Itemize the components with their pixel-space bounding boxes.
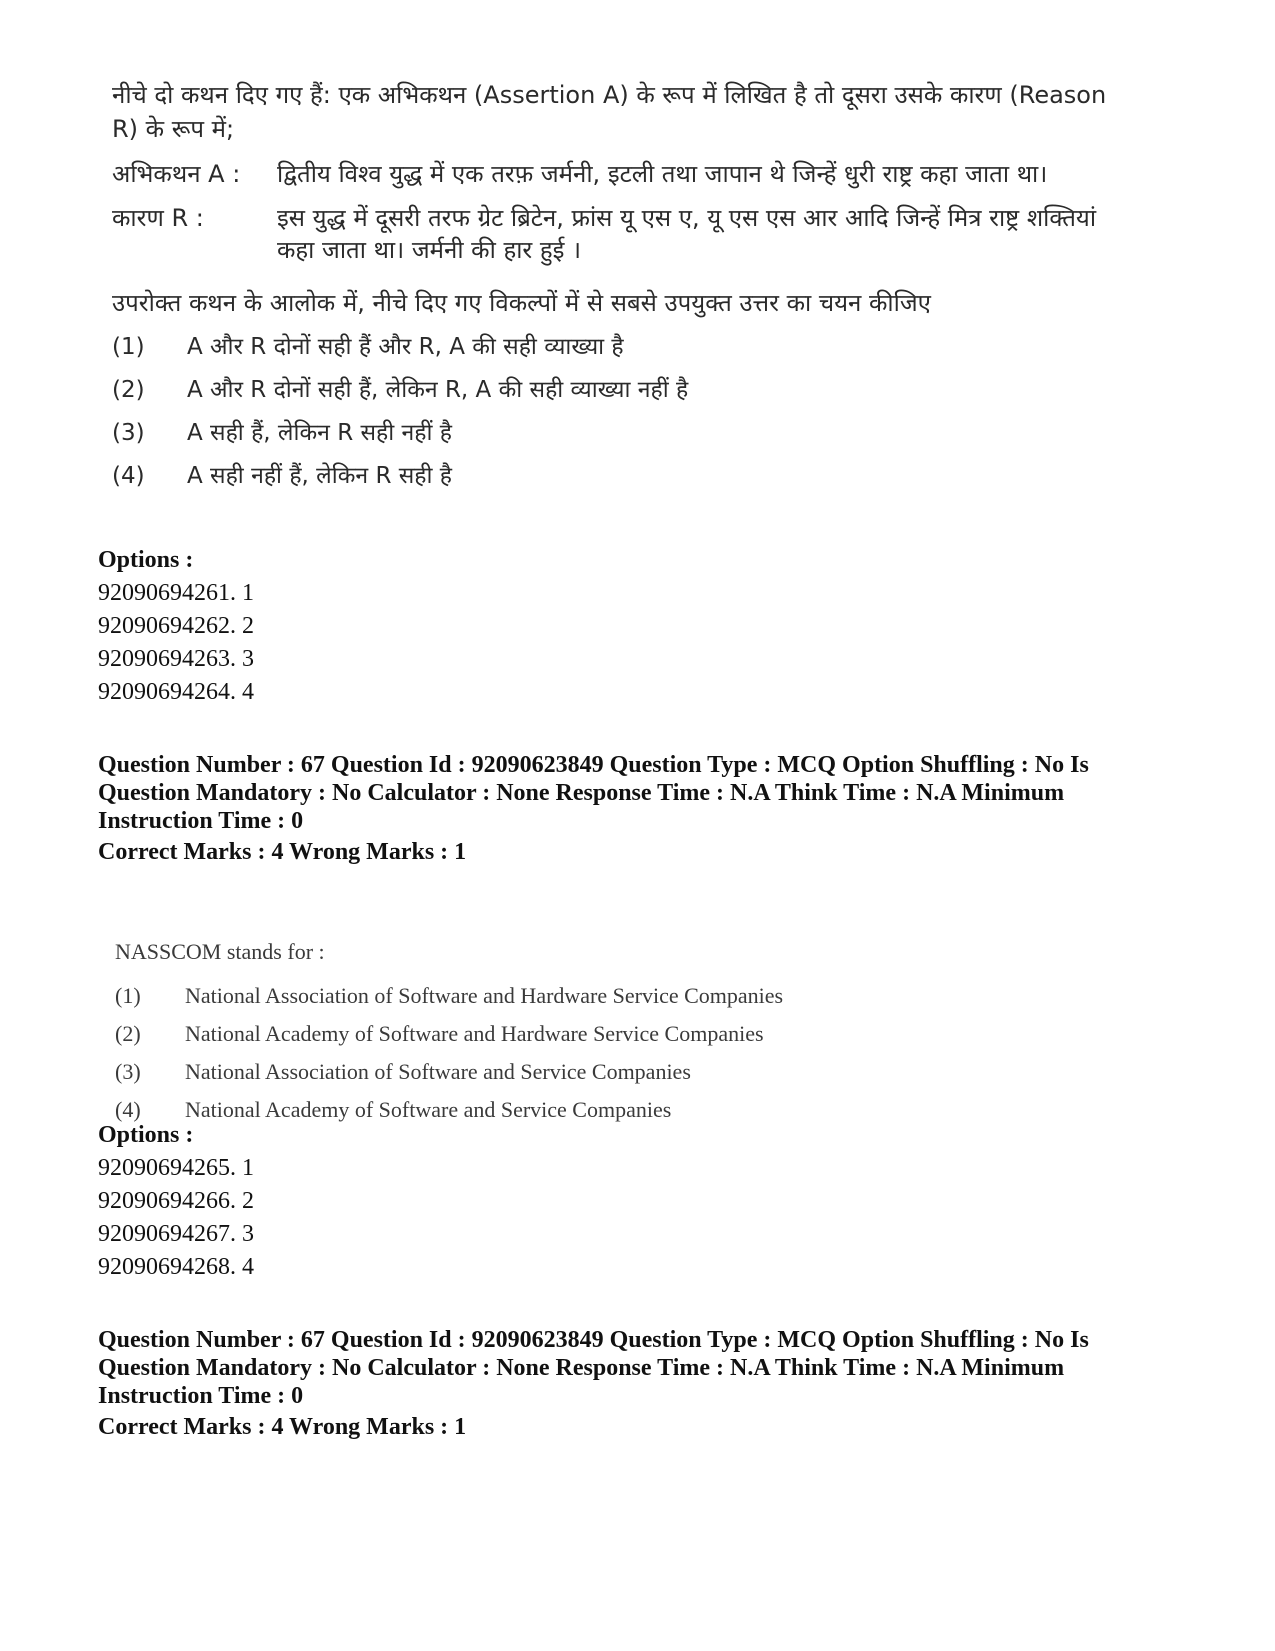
choice-number: (4) bbox=[112, 463, 145, 489]
reason-row bbox=[112, 202, 1112, 266]
option-id: 92090694262. 2 bbox=[98, 613, 254, 639]
marks-line: Correct Marks : 4 Wrong Marks : 1 bbox=[98, 1414, 467, 1440]
choice-item bbox=[115, 982, 1015, 1010]
choice-text: National Academy of Software and Service Companies bbox=[185, 1097, 672, 1122]
marks-line: Correct Marks : 4 Wrong Marks : 1 bbox=[98, 839, 467, 865]
choice-item bbox=[112, 461, 1112, 492]
choice-item bbox=[112, 332, 1112, 363]
option-id: 92090694267. 3 bbox=[98, 1221, 254, 1247]
assertion-row bbox=[112, 158, 1112, 190]
options-heading: Options : bbox=[98, 1122, 194, 1148]
question-stem: NASSCOM stands for : bbox=[115, 939, 325, 964]
choice-text: A और R दोनों सही हैं और R, A की सही व्याख्या है bbox=[187, 334, 624, 360]
choice-item bbox=[115, 1058, 1015, 1086]
options-heading: Options : bbox=[98, 547, 194, 573]
choice-item bbox=[112, 375, 1112, 406]
meta-line: Question Mandatory : No Calculator : None Response Time : N.A Think Time : N.A Minimum bbox=[98, 780, 1065, 806]
hindi-question-image bbox=[112, 78, 1112, 492]
question-meta bbox=[98, 751, 1198, 835]
meta-line: Question Mandatory : No Calculator : None Response Time : N.A Think Time : N.A Minimum bbox=[98, 1355, 1065, 1381]
choice-text: A सही हैं, लेकिन R सही नहीं है bbox=[187, 420, 452, 446]
choice-text: National Academy of Software and Hardware Service Companies bbox=[185, 1021, 764, 1046]
meta-line: Question Number : 67 Question Id : 92090623849 Question Type : MCQ Option Shuffling : No Is bbox=[98, 752, 1089, 778]
choice-text: National Association of Software and Hardware Service Companies bbox=[185, 983, 784, 1008]
question-instruction: उपरोक्त कथन के आलोक में, नीचे दिए गए विकल्पों में से सबसे उपयुक्त उत्तर का चयन कीजिए bbox=[112, 289, 931, 317]
option-id: 92090694264. 4 bbox=[98, 679, 254, 705]
meta-line: Question Number : 67 Question Id : 92090623849 Question Type : MCQ Option Shuffling : No Is bbox=[98, 1327, 1089, 1353]
choice-number: (3) bbox=[112, 420, 145, 446]
reason-label: कारण R : bbox=[112, 204, 204, 232]
choice-text: A सही नहीं हैं, लेकिन R सही है bbox=[187, 463, 452, 489]
meta-line: Instruction Time : 0 bbox=[98, 808, 304, 834]
option-id: 92090694265. 1 bbox=[98, 1155, 254, 1181]
choice-text: A और R दोनों सही हैं, लेकिन R, A की सही व्याख्या नहीं है bbox=[187, 377, 689, 403]
question-meta bbox=[98, 1326, 1198, 1410]
choice-number: (3) bbox=[115, 1059, 141, 1084]
option-id: 92090694263. 3 bbox=[98, 646, 254, 672]
choice-item bbox=[112, 418, 1112, 449]
option-id: 92090694268. 4 bbox=[98, 1254, 254, 1280]
choice-item bbox=[115, 1096, 1015, 1124]
assertion-text: द्वितीय विश्व युद्ध में एक तरफ़ जर्मनी, इटली तथा जापान थे जिन्हें धुरी राष्ट्र कहा जाता था। bbox=[277, 160, 1048, 188]
option-id: 92090694266. 2 bbox=[98, 1188, 254, 1214]
choice-number: (2) bbox=[112, 377, 145, 403]
choice-number: (2) bbox=[115, 1021, 141, 1046]
choice-number: (1) bbox=[112, 334, 145, 360]
question-intro: नीचे दो कथन दिए गए हैं: एक अभिकथन (Assertion A) के रूप में लिखित है तो दूसरा उसके कारण (Reason R) के रूप में; bbox=[112, 81, 1107, 143]
assertion-label: अभिकथन A : bbox=[112, 160, 241, 188]
reason-text: इस युद्ध में दूसरी तरफ ग्रेट ब्रिटेन, फ्रांस यू एस ए, यू एस एस आर आदि जिन्हें मित्र राष्ट्र शक्तियां कहा जाता था। जर्मनी की हार हुई । bbox=[277, 204, 1097, 264]
choice-number: (1) bbox=[115, 983, 141, 1008]
choice-text: National Association of Software and Service Companies bbox=[185, 1059, 691, 1084]
english-question-image bbox=[115, 938, 1015, 1124]
option-id: 92090694261. 1 bbox=[98, 580, 254, 606]
choice-item bbox=[115, 1020, 1015, 1048]
meta-line: Instruction Time : 0 bbox=[98, 1383, 304, 1409]
choice-number: (4) bbox=[115, 1097, 141, 1122]
